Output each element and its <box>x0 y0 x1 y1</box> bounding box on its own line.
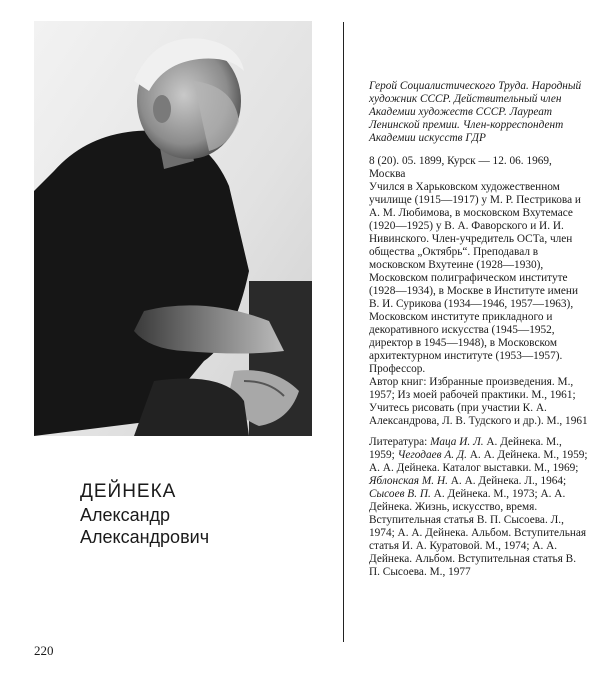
lit-text: А. Дейнека. М., 1973; А. А. Дейнека. Жизнь, искусство, время. Вступительная статья В. П. Сысоева. Л., 1974; А. А. Дейнека. Альбом. Вступительная статья И. А. Куратовой. М., 1974; А. А. Дейнека. Альбом. Вступительная статья В. П. Сысоева. М., 1977 <box>369 488 587 578</box>
patronymic: Александрович <box>80 527 210 547</box>
lit-text: А. Дейнека. М., 1959; <box>369 436 562 461</box>
life-dates: 8 (20). 05. 1899, Курск — 12. 06. 1969, Москва <box>369 155 552 180</box>
first-name: Александр <box>80 505 171 525</box>
portrait-icon <box>34 21 312 436</box>
column-divider <box>343 22 344 642</box>
lit-author: Сысоев В. П. <box>369 488 431 500</box>
biography <box>369 155 589 428</box>
lit-author: Маца И. Л. <box>430 436 484 448</box>
lit-author: Яблонская М. Н. <box>369 475 448 487</box>
literature-label: Литература: <box>369 436 428 448</box>
page-number: 220 <box>34 643 54 658</box>
honorary-titles: Герой Социалистического Труда. Народный художник СССР. Действительный член Академии художеств СССР. Лауреат Ленинской премии. Член-корреспондент Академии искусств ГДР <box>369 80 582 144</box>
literature <box>369 436 589 579</box>
surname: ДЕЙНЕКА <box>80 481 177 502</box>
biography-column <box>369 80 589 579</box>
education-career: Учился в Харьковском художественном училище (1915—1917) у М. Р. Пестрикова и А. М. Любимова, в московском Вхутемасе (1920—1925) у В. А. Фаворского и И. И. Нивинского. Член-учредитель ОСТа, член общества „Октябрь“. Преподавал в московском Вхутеине (1928—1930), Московском полиграфическом институте (1928—1934), в Москве в Институте имени В. И. Сурикова (1934—1946, 1957—1963), Московском институте прикладного и декоративного искусства (1945—1952, директор в 1945—1948), в Московском архитектурном институте (1953—1957). Профессор. <box>369 181 581 375</box>
lit-text: А. А. Дейнека. М., 1959; А. А. Дейнека. Каталог выставки. М., 1969; <box>369 449 588 474</box>
portrait-photo <box>34 21 312 436</box>
literature-list <box>369 436 589 579</box>
lit-author: Чегодаев А. Д. <box>397 449 467 461</box>
lit-text: А. А. Дейнека. Л., 1964; <box>450 475 567 487</box>
artist-name <box>80 480 340 548</box>
authored-books: Автор книг: Избранные произведения. М., 1957; Из моей рабочей практики. М., 1961; Учитесь рисовать (при участии К. А. Александрова, Л. В. Тудского и др.). М., 1961 <box>369 376 588 427</box>
